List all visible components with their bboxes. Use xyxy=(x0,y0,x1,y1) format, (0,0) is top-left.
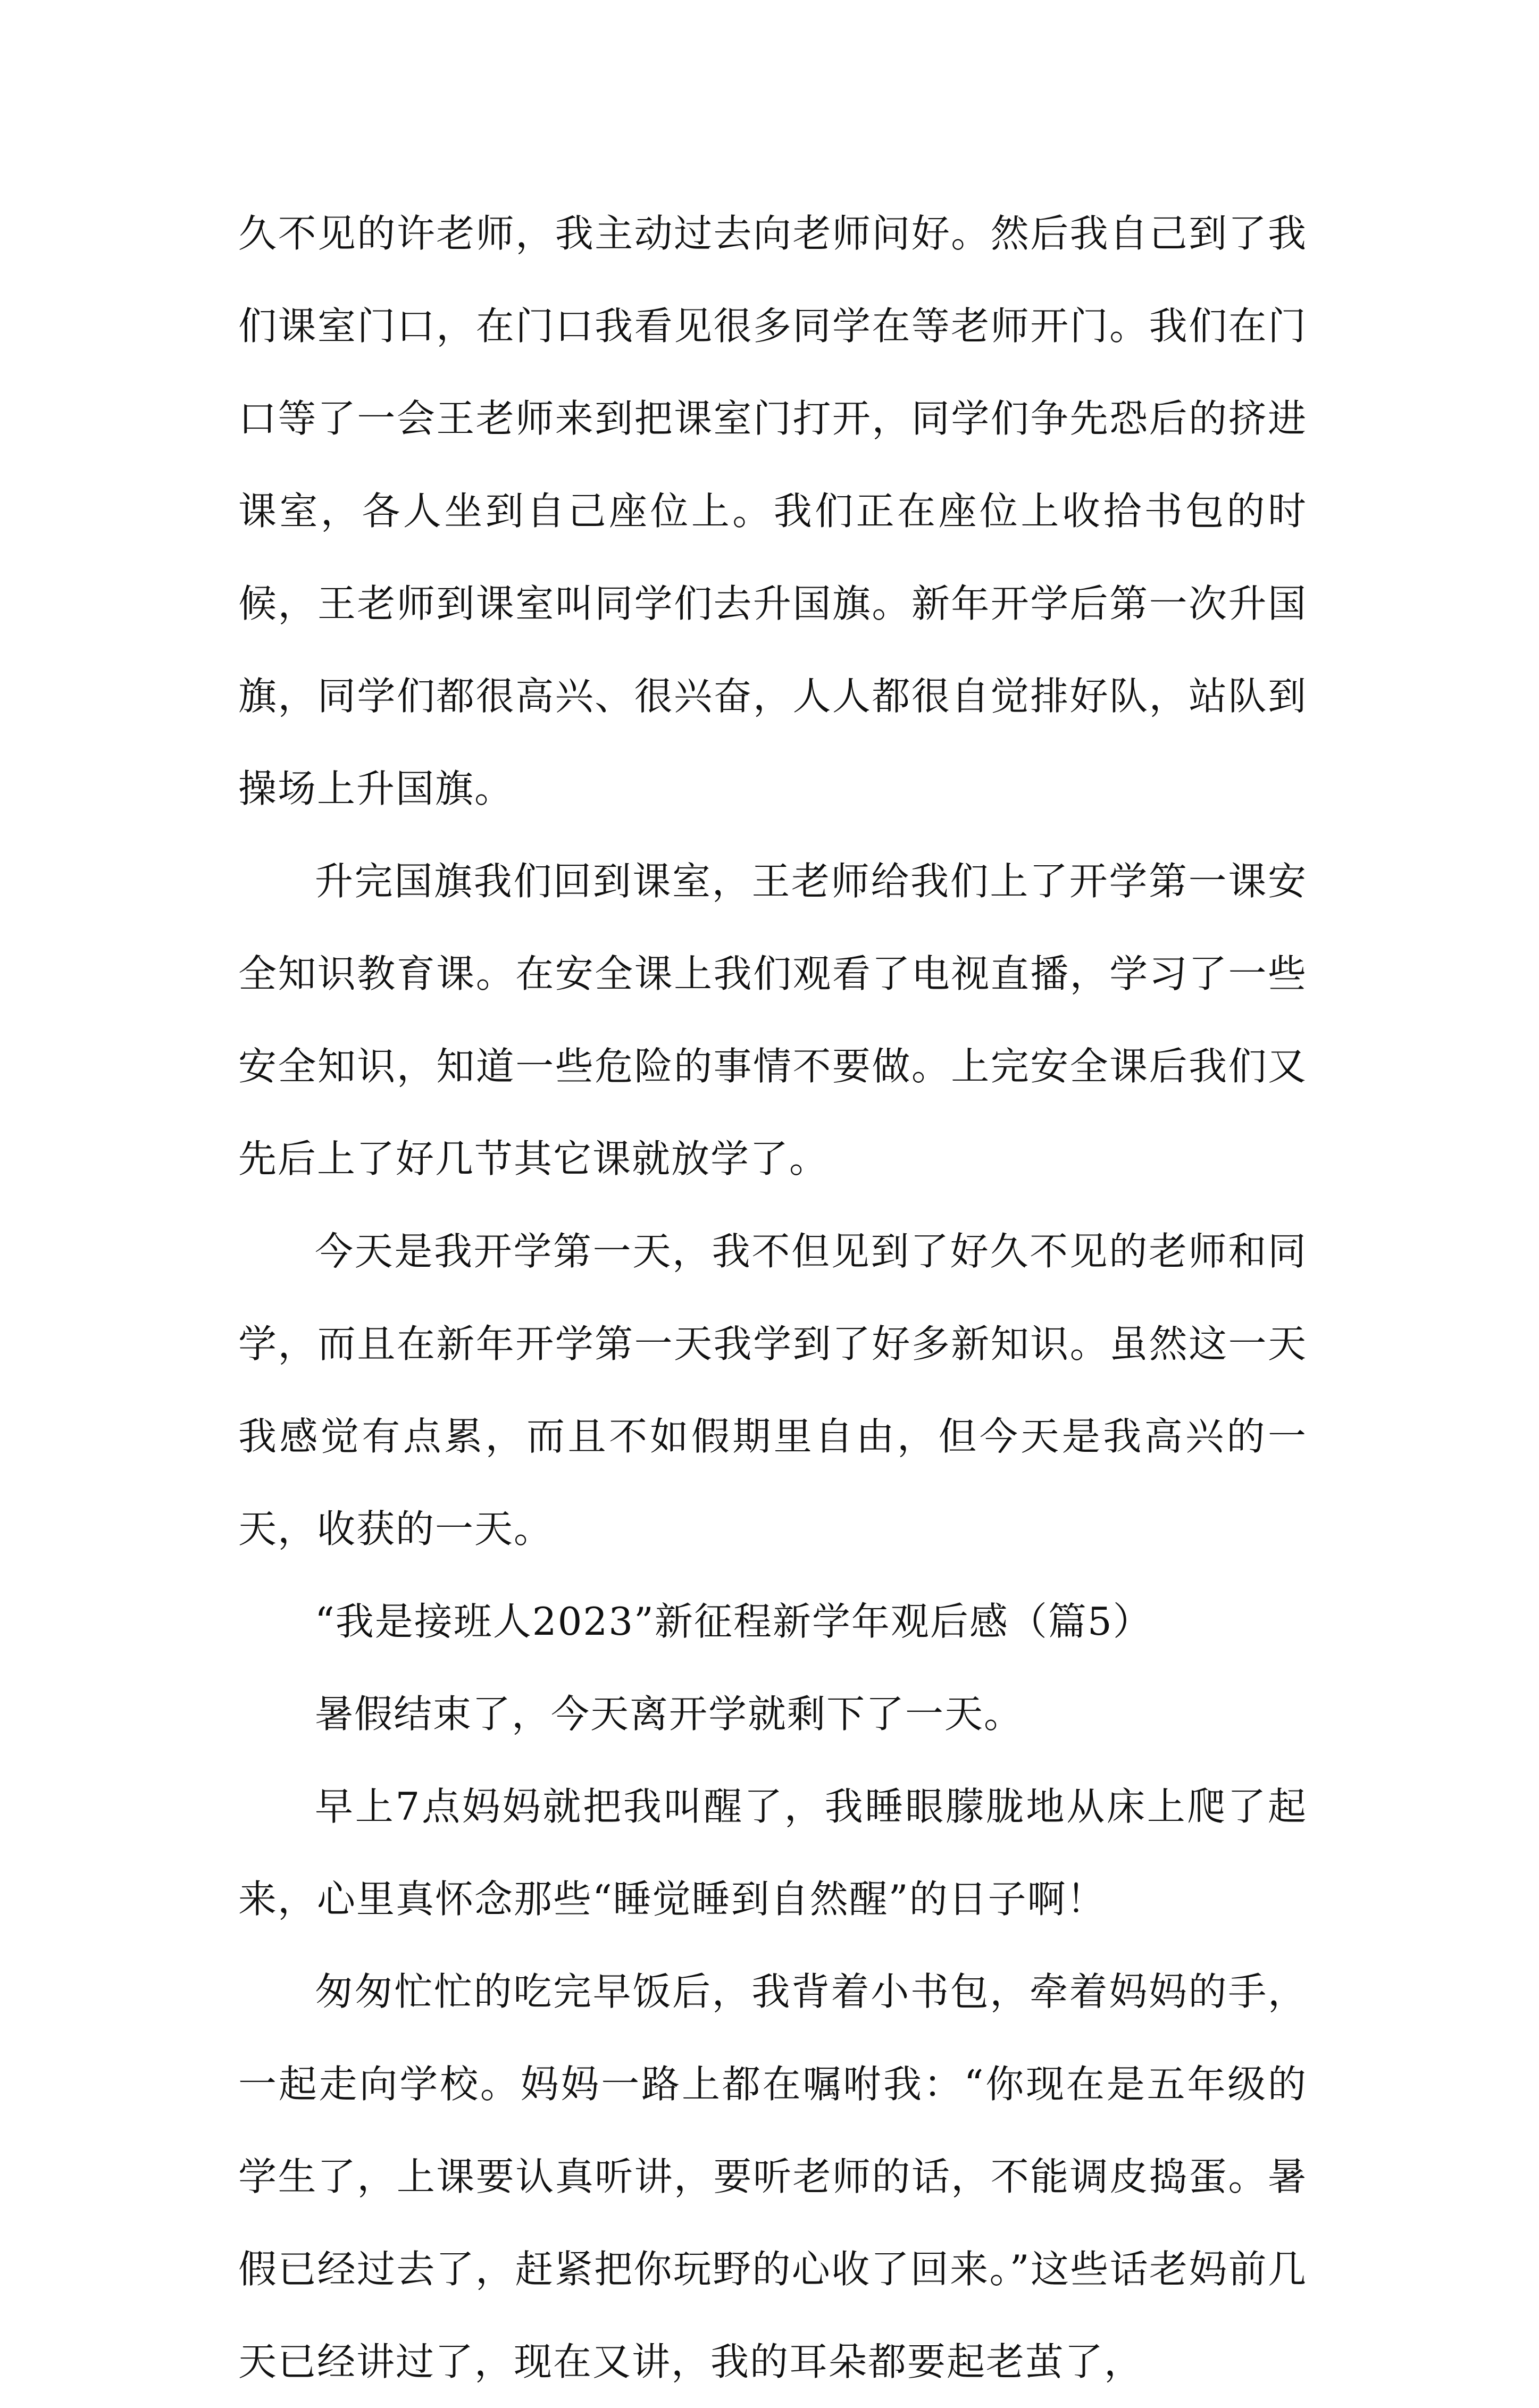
paragraph: 早上7点妈妈就把我叫醒了，我睡眼朦胧地从床上爬了起来，心里真怀念那些“睡觉睡到自然醒”的日子啊！ xyxy=(238,1784,1307,1921)
paragraph: 今天是我开学第一天，我不但见到了好久不见的老师和同学，而且在新年开学第一天我学到了好多新知识。虽然这一天我感觉有点累，而且不如假期里自由，但今天是我高兴的一天，收获的一天。 xyxy=(238,1229,1307,1551)
paragraph-continued: 久不见的许老师，我主动过去向老师问好。然后我自己到了我们课室门口，在门口我看见很多同学在等老师开门。我们在门口等了一会王老师来到把课室门打开，同学们争先恐后的挤进课室，各人坐到自己座位上。我们正在座位上收拾书包的时候，王老师到课室叫同学们去升国旗。新年开学后第一次升国旗，同学们都很高兴、很兴奋，人人都很自觉排好队，站队到操场上升国旗。 xyxy=(238,211,1307,811)
paragraph: 暑假结束了，今天离开学就剩下了一天。 xyxy=(315,1692,1024,1736)
paragraph: 升完国旗我们回到课室，王老师给我们上了开学第一课安全知识教育课。在安全课上我们观看了电视直播，学习了一些安全知识，知道一些危险的事情不要做。上完安全课后我们又先后上了好几节其它课就放学了。 xyxy=(238,859,1307,1181)
document-body xyxy=(238,187,1307,2408)
section-heading: “我是接班人2023”新征程新学年观后感（篇5） xyxy=(315,1599,1152,1644)
paragraph: 匆匆忙忙的吃完早饭后，我背着小书包，牵着妈妈的手，一起走向学校。妈妈一路上都在嘱咐我：“你现在是五年级的学生了，上课要认真听讲，要听老师的话，不能调皮捣蛋。暑假已经过去了，赶紧把你玩野的心收了回来。”这些话老妈前几天已经讲过了，现在又讲，我的耳朵都要起老茧了， xyxy=(238,1969,1307,2384)
